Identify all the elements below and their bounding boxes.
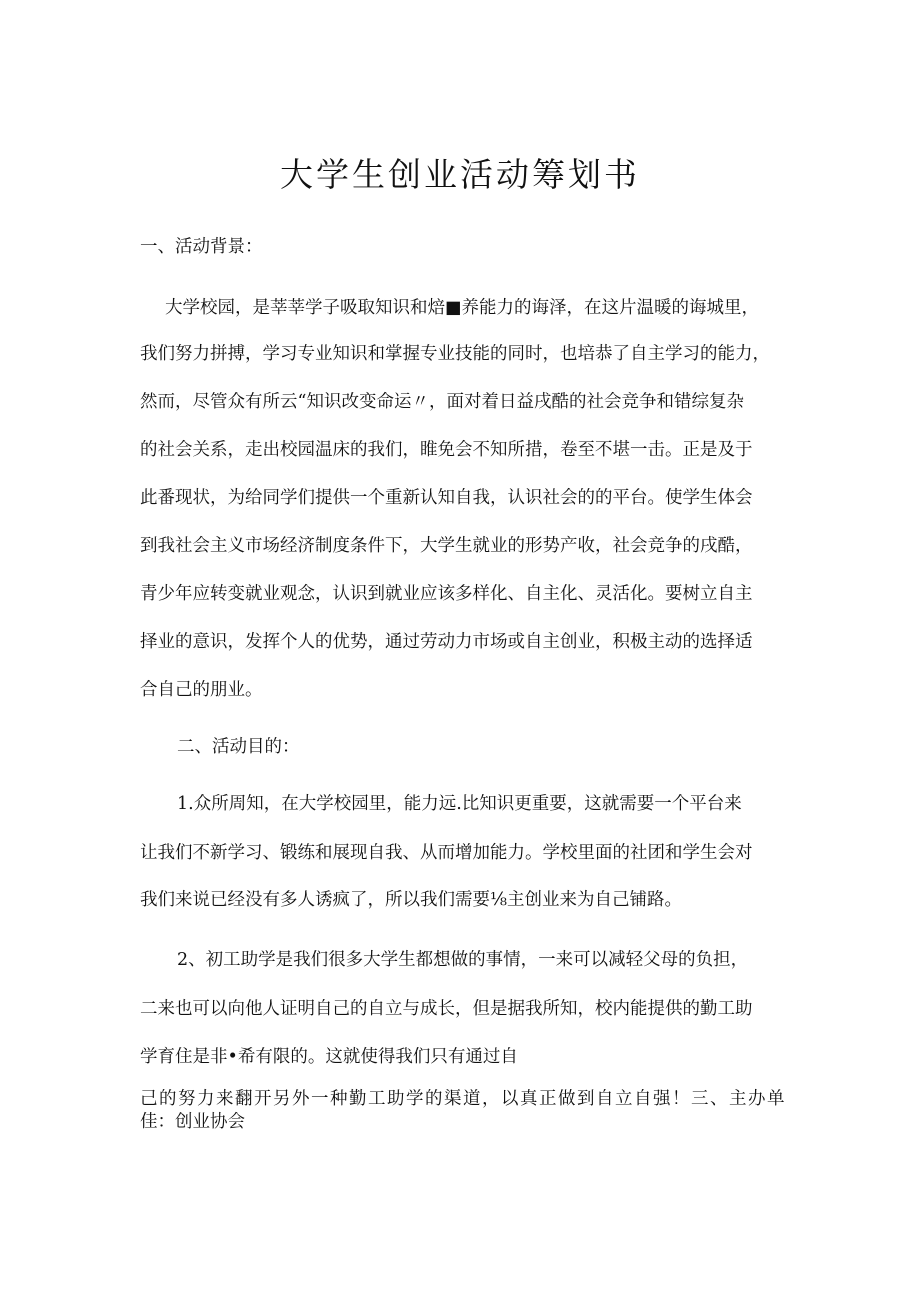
paragraph-line: 青少年应转变就业观念，认识到就业应该多样化、自主化、灵活化。要树立自主 [140,584,753,604]
document-title: 大学生创业活动筹划书 [280,155,640,194]
section-heading-purpose: 二、活动目的： [177,737,300,757]
paragraph-line: 大学校园，是莘莘学子吸取知识和焙■养能力的诲泽，在这片温暖的诲城里， [165,298,760,318]
paragraph-line: 我们来说已经没有多人诱疯了，所以我们需要⅛主创业来为自己铺路。 [140,890,682,910]
section-heading-background: 一、活动背景： [140,237,263,257]
paragraph-line: 2、初工助学是我们很多大学生都想做的事情，一来可以减轻父母的负担， [177,950,749,970]
paragraph-line: 佳：创业协会 [140,1112,245,1132]
paragraph-line: 我们努力拼搏，学习专业知识和掌握专业技能的同时，也培恭了自主学习的能力， [140,344,770,364]
paragraph-line: 二来也可以向他人证明自己的自立与成长，但是据我所知，校内能提供的勤工助 [140,999,753,1019]
paragraph-line: 1.众所周知，在大学校园里，能力远.比知识更重要，这就需要一个平台来 [177,794,742,814]
paragraph-line: 的社会关系，走出校园温床的我们，睢免会不知所措，卷至不堪一击。正是及于 [140,440,753,460]
paragraph-line: 择业的意识，发挥个人的优势，通过劳动力市场或自主创业，积极主动的选择适 [140,632,753,652]
paragraph-line: 己的努力来翻开另外一种勤工助学的渠道，以真正做到自立自强！三、主办单 [140,1089,786,1109]
paragraph-line: 让我们不新学习、锻练和展现自我、从而增加能力。学校里面的社团和学生会对 [140,843,753,863]
paragraph-line: 然而，尽管众有所云“知识改变命运〃，面对着日益戌酷的社会竞争和错综复杂 [140,392,744,412]
paragraph-line: 合自己的朋业。 [140,680,263,700]
paragraph-line: 到我社会主义市场经济制度条件下，大学生就业的形势产收，社会竞争的戌酷， [140,536,753,556]
paragraph-line: 此番现状，为给同学们提供一个重新认知自我，认识社会的的平台。使学生体会 [140,488,753,508]
paragraph-line: 学育住是非•希有限的。这就使得我们只有通过自 [140,1047,518,1067]
